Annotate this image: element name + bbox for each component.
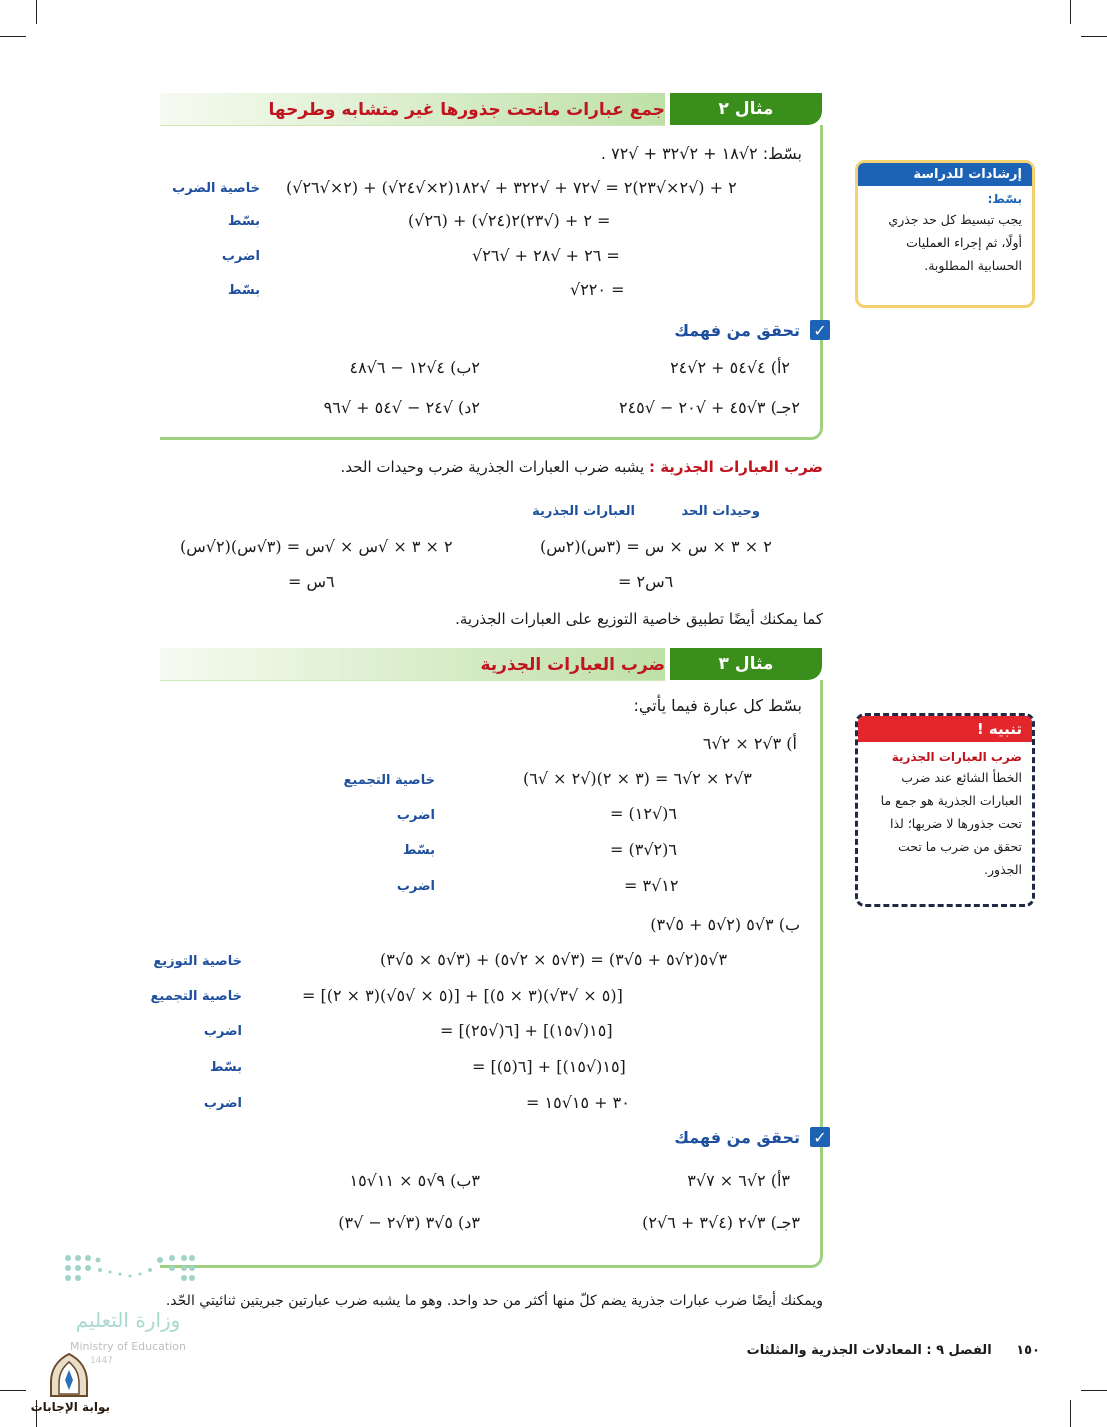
monomial-line-1: (٢س)(٣س) = ٢ × ٣ × س × س <box>540 537 772 556</box>
watermark-emblem-icon <box>47 1352 91 1398</box>
exercise-3d: ٣د) ٥√٣ (٣√٢ − √٣) <box>338 1213 480 1232</box>
example3-b-line-5: = ٣٠ + ١٥√١٥ <box>526 1093 630 1112</box>
warning-body: الخطأ الشائع عند ضرب العبارات الجذرية هو جمع ما تحت جذورها لا ضربها؛ لذا تحقق من ضرب ما تحت الجذور. <box>880 770 1022 877</box>
example3-part-a-label: أ) ٣√٢ × ٢√٦ <box>702 734 797 753</box>
example3-a-reason-1: خاصية التجميع <box>343 773 435 788</box>
example2-reason-2: بسّط <box>227 214 260 229</box>
example3-a-reason-4: اضرب <box>396 879 435 894</box>
example3-a-reason-2: اضرب <box>396 808 435 823</box>
bottom-note: ويمكنك أيضًا ضرب عبارات جذرية يضم كلّ منها أكثر من حد واحد. وهو ما يشبه ضرب عبارتين جبريتين ثنائيتي الحّد. <box>165 1293 823 1309</box>
watermark-text: بوابة الإجابات <box>30 1400 110 1414</box>
example3-a-line-1: ٣√٢ × ٢√٦ = (٣ × ٢)(√٢ × √٦) <box>523 769 752 788</box>
exercise-3b: ٣ب) ٩√٥ × ١١√١٥ <box>349 1171 480 1190</box>
ministry-arabic: وزارة التعليم <box>75 1308 181 1332</box>
exercise-2a: ٢أ) ٤√٥٤ + ٢√٢٤ <box>670 358 790 377</box>
example2-tab: مثال ٢ <box>670 93 822 125</box>
example2-line-4: √٢٢٠ = <box>570 280 625 299</box>
exercise-2c: ٢جـ) ٣√٤٥ + √٢٠ − √٢٤٥ <box>618 398 800 417</box>
example3-b-reason-4: بسّط <box>209 1060 242 1075</box>
example2-check-title: تحقق من فهمك <box>674 321 800 340</box>
example2-reason-3: اضرب <box>221 249 260 264</box>
label-monomials: وحيدات الحد <box>681 504 760 519</box>
ministry-dots-icon <box>60 1250 200 1290</box>
check-icon: ✓ <box>810 1127 830 1147</box>
example2-reason-1: خاصية الضرب <box>172 181 260 196</box>
distribution-note: كما يمكنك أيضًا تطبيق خاصية التوزيع على العبارات الجذرية. <box>455 610 823 628</box>
study-tip-body: يجب تبسيط كل حد جذري أولًا، ثم إجراء العمليات الحسابية المطلوبة. <box>888 212 1022 273</box>
study-tip-box <box>855 160 1035 308</box>
page-number: ١٥٠ <box>1016 1343 1040 1358</box>
example3-part-b-label: ب) ٣√٥ (٢√٥ + ٥√٣) <box>650 915 800 934</box>
study-tip-subtitle: بسّط: <box>987 192 1022 206</box>
example3-b-line-2: = [(٣ × ٢)(√٥ × √٥)] + [(٣ × ٥)(√٥ × √٣)] <box>302 986 623 1005</box>
exercise-3a: ٣أ) ٢√٦ × ٧√٣ <box>687 1171 790 1190</box>
example3-prompt: بسّط كل عبارة فيما يأتي: <box>633 696 802 715</box>
example3-b-line-1: ٣√٥(٢√٥ + ٥√٣) = (٣√٥ × ٢√٥) + (٣√٥ × ٥√٣) <box>380 950 728 969</box>
example3-a-reason-3: بسّط <box>402 843 435 858</box>
warning-box <box>855 713 1035 907</box>
radical-line-1: (٢√س)(٣√س) = ٢ × ٣ × √س × √س <box>180 537 453 556</box>
crop-mark <box>36 0 37 24</box>
example3-b-reason-3: اضرب <box>203 1024 242 1039</box>
monomial-line-2: = ٦س٢ <box>618 572 674 591</box>
chapter-title: الفصل ٩ : المعادلات الجذرية والمثلثات <box>746 1343 992 1358</box>
example3-a-line-3: = ٦(٢√٣) <box>610 840 677 859</box>
check-icon: ✓ <box>810 320 830 340</box>
example2-title: جمع عبارات ماتحت جذورها غير متشابه وطرحها <box>268 100 665 120</box>
warning-header: تنبيه ! <box>858 716 1032 742</box>
example2-reason-4: بسّط <box>227 283 260 298</box>
example2-prompt: بسّط: ٢√١٨ + ٢√٣٢ + √٧٢ . <box>600 144 802 163</box>
exercise-3c: ٣جـ) ٣√٢ (٤√٣ + ٦√٢) <box>642 1213 800 1232</box>
example3-b-line-3: = [٦(√٢٥)] + [١٥(√١٥)] <box>440 1021 613 1040</box>
crop-mark <box>1081 36 1107 37</box>
exercise-2b: ٢ب) ٤√١٢ − ٦√٤٨ <box>349 358 480 377</box>
example3-b-reason-2: خاصية التجميع <box>150 989 242 1004</box>
crop-mark <box>0 36 26 37</box>
crop-mark <box>1070 1400 1071 1427</box>
example2-line-1: (√٢×√٢٦) + (√٢×√٢٤)٢ + (√٢×√٢٣)٢ = √٧٢ + √٣٢٢ + √١٨٢ <box>286 178 737 197</box>
radical-line-2: = ٦س <box>288 572 335 591</box>
label-radicals: العبارات الجذرية <box>532 504 635 519</box>
example3-a-line-2: = ٦(√١٢) <box>610 804 677 823</box>
example3-a-line-4: = ١٢√٣ <box>624 876 679 895</box>
example3-b-line-4: = [٦(٥)] + [١٥(√١٥)] <box>472 1057 626 1076</box>
study-tip-header: إرشادات للدراسة <box>858 163 1032 186</box>
example2-line-2: (√٢٦) + (√٢٤)٢ + (√٢٣)٢ = <box>408 211 611 230</box>
example3-b-reason-5: اضرب <box>203 1096 242 1111</box>
crop-mark <box>0 1390 26 1391</box>
crop-mark <box>1070 0 1071 24</box>
ministry-year: 1447 <box>90 1356 113 1366</box>
warning-subtitle: ضرب العبارات الجذرية <box>891 750 1022 764</box>
example3-tab: مثال ٣ <box>670 648 822 680</box>
exercise-2d: ٢د) √٢٤ − √٥٤ + √٩٦ <box>323 398 480 417</box>
footer <box>740 1343 1040 1358</box>
multiply-text: يشبه ضرب العبارات الجذرية ضرب وحيدات الحد. <box>340 458 645 476</box>
multiply-intro <box>280 458 823 476</box>
crop-mark <box>1081 1390 1107 1391</box>
ministry-english: Ministry of Education <box>69 1340 186 1353</box>
multiply-heading: ضرب العبارات الجذرية : <box>648 458 823 476</box>
example2-line-3: √٢٦ + √٢٨ + √٢٦ = <box>472 246 620 265</box>
example3-b-reason-1: خاصية التوزيع <box>153 954 242 969</box>
example3-title: ضرب العبارات الجذرية <box>480 655 665 675</box>
example3-check-title: تحقق من فهمك <box>674 1128 800 1147</box>
